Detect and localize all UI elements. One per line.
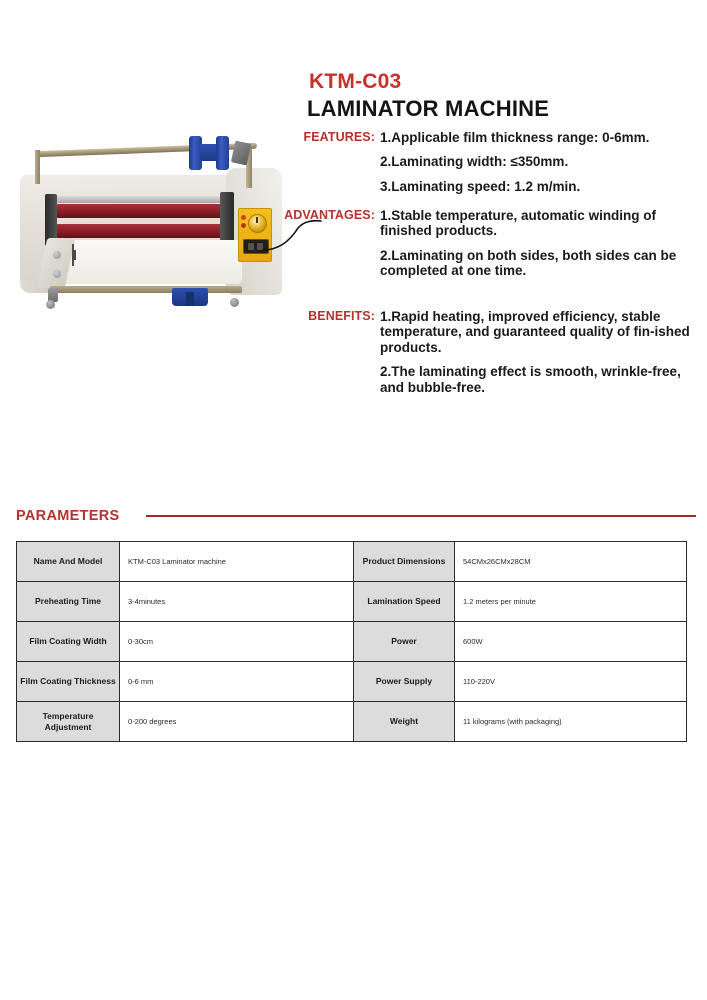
product-photo (12, 128, 284, 328)
features-item: 3.Laminating speed: 1.2 m/min. (380, 178, 581, 194)
parameters-title: PARAMETERS (16, 508, 120, 524)
caster-left (46, 300, 55, 309)
param-key: Film Coating Thickness (17, 662, 120, 702)
parameters-table (16, 541, 687, 742)
advantages-item: 1.Stable temperature, automatic winding of finished products. (380, 208, 657, 239)
advantages-label: ADVANTAGES: (284, 208, 375, 222)
product-photo-illustration (12, 128, 284, 328)
tray-bolt-lower (53, 270, 61, 278)
tray-bolt-upper (53, 251, 61, 259)
heat-indicator-led (241, 223, 246, 228)
param-value: 54CMx26CMx28CM (455, 542, 687, 582)
table-row (17, 542, 687, 582)
shaft-post-left (35, 150, 40, 184)
advantages-item: 2.Laminating on both sides, both sides can be completed at one time. (380, 247, 677, 279)
caster-right (230, 298, 239, 307)
feed-tray (48, 240, 242, 284)
table-row (17, 702, 687, 742)
param-value: 0-200 degrees (120, 702, 354, 742)
param-value: 0-30cm (120, 622, 354, 662)
param-key: Film Coating Width (17, 622, 120, 662)
parameters-divider (146, 515, 696, 517)
param-value: 110-220V (455, 662, 687, 702)
benefits-item: 2.The laminating effect is smooth, wrinkle-free, and bubble-free. (380, 364, 681, 395)
base-bar (50, 286, 242, 293)
param-value: 11 kilograms (with packaging) (455, 702, 687, 742)
paper-guide-secondary (74, 250, 76, 260)
features-item: 1.Applicable film thickness range: 0-6mm. (380, 130, 650, 145)
model-number: KTM-C03 (309, 70, 402, 93)
param-key: Power Supply (354, 662, 455, 702)
param-value: 600W (455, 622, 687, 662)
param-key: Name And Model (17, 542, 120, 582)
film-spool-collar-right (216, 136, 229, 170)
base-bracket-blue (172, 288, 208, 306)
advantages-list (380, 208, 698, 279)
table-row (17, 662, 687, 702)
param-key: Temperature Adjustment (17, 702, 120, 742)
param-value: 3-4minutes (120, 582, 354, 622)
param-value: 0-6 mm (120, 662, 354, 702)
roller-cover-bar (48, 196, 234, 203)
table-row (17, 622, 687, 662)
param-key: Weight (354, 702, 455, 742)
features-item: 2.Laminating width: ≤350mm. (380, 154, 569, 170)
benefits-label: BENEFITS: (308, 309, 375, 323)
power-cord-leader-line (262, 220, 322, 260)
param-key: Power (354, 622, 455, 662)
parameters-header (16, 508, 696, 524)
param-value: KTM-C03 Laminator machine (120, 542, 354, 582)
benefits-list (380, 309, 698, 395)
features-label: FEATURES: (303, 130, 375, 144)
param-key: Lamination Speed (354, 582, 455, 622)
laminating-roller-top (52, 204, 230, 218)
power-indicator-led (241, 215, 246, 220)
param-key: Product Dimensions (354, 542, 455, 582)
benefits-item: 1.Rapid heating, improved efficiency, stable temperature, and guaranteed quality of fin-ished products. (380, 309, 690, 355)
table-row (17, 582, 687, 622)
param-key: Preheating Time (17, 582, 120, 622)
param-value: 1.2 meters per minute (455, 582, 687, 622)
laminating-roller-bottom (52, 224, 230, 238)
features-list (380, 130, 698, 194)
page-title: LAMINATOR MACHINE (307, 96, 550, 121)
